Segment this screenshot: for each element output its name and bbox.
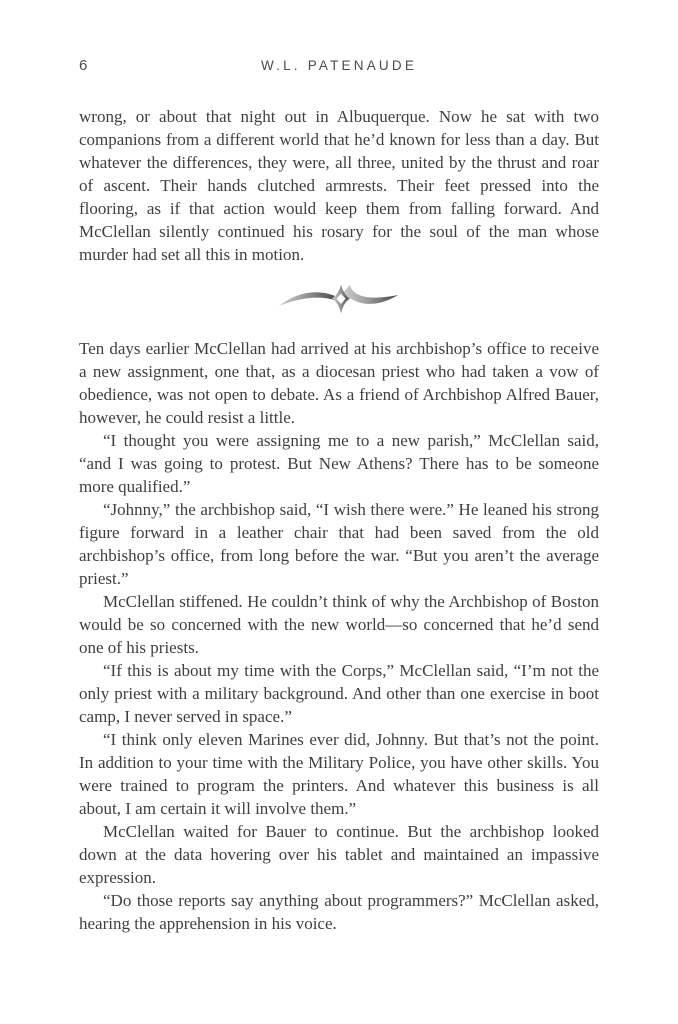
paragraph: McClellan stiffened. He couldn’t think of why the Archbishop of Boston would be so concerned with the new world—so concerned that he’d send one of his priests. [79, 592, 599, 657]
section-divider-swoosh-icon [279, 283, 399, 317]
page-header [0, 0, 678, 74]
page-number: 6 [79, 57, 89, 74]
paragraph: “If this is about my time with the Corps,” McClellan said, “I’m not the only priest with a military background. And other than one exercise in boot camp, I never served in space.” [79, 661, 599, 726]
running-head: W.L. PATENAUDE [260, 58, 418, 73]
paragraph: “Johnny,” the archbishop said, “I wish there were.” He leaned his strong figure forward in a leather chair that had been saved from the old archbishop’s office, from long before the war. “But you aren’t the average priest.” [79, 500, 599, 588]
page-body [0, 105, 678, 935]
paragraph: wrong, or about that night out in Albuquerque. Now he sat with two companions from a different world that he’d known for less than a day. But whatever the differences, they were, all three, united by the thrust and roar of ascent. Their hands clutched armrests. Their feet pressed into the flooring, as if that action would keep them from falling forward. And McClellan silently continued his rosary for the soul of the man whose murder had set all this in motion. [79, 107, 599, 264]
paragraph: “Do those reports say anything about programmers?” McClellan asked, hearing the apprehension in his voice. [79, 891, 599, 933]
paragraph: Ten days earlier McClellan had arrived at his archbishop’s office to receive a new assignment, one that, as a diocesan priest who had taken a vow of obedience, was not open to debate. As a friend of Archbishop Alfred Bauer, however, he could resist a little. [79, 339, 599, 427]
paragraph: McClellan waited for Bauer to continue. But the archbishop looked down at the data hovering over his tablet and maintained an impassive expression. [79, 822, 599, 887]
paragraph: “I think only eleven Marines ever did, Johnny. But that’s not the point. In addition to your time with the Military Police, you have other skills. You were trained to program the printers. And whatever this business is all about, I am certain it will involve them.” [79, 730, 599, 818]
paragraph: “I thought you were assigning me to a new parish,” McClellan said, “and I was going to protest. But New Athens? There has to be someone more qualified.” [79, 431, 599, 496]
